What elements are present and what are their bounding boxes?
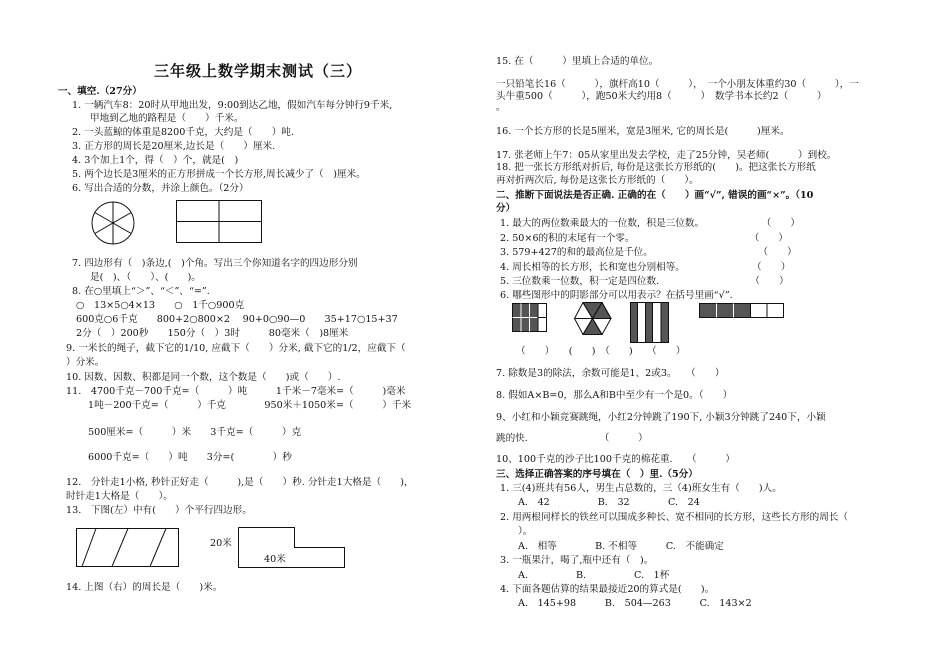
question-7-line-2: 是( )、（ ）、( )。 xyxy=(90,272,201,283)
question-12-line-2: 时针走1大格是（ ）。 xyxy=(66,491,173,502)
question-5: 5. 两个边长是3厘米的正方形拼成一个长方形,周长减少了（ )厘米。 xyxy=(72,169,366,180)
judgement-1: 1. 最大的两位数乘最大的一位数，积是三位数。 （ ） xyxy=(500,218,801,229)
fraction-rectangle-figure xyxy=(176,200,262,244)
judgement-7: 7. 除数是3的除法，余数可能是1、2或3。 （ ） xyxy=(496,368,725,379)
question-18-line-2: 再对折两次后, 每份是这张长方形纸的（ ）。 xyxy=(496,175,699,186)
judgement-10: 10、100千克的沙子比100千克的棉花重. （ ） xyxy=(496,454,735,465)
question-8: 8. 在○里填上“＞”、“＜”、“=”. xyxy=(72,286,210,297)
question-15-line-3: 。 xyxy=(496,102,506,113)
question-6: 6. 写出合适的分数，并涂上颜色。（2分） xyxy=(72,183,249,194)
step-shape-figure xyxy=(238,527,346,569)
judgement-6-answer-brackets: （ ） ( ) （ ) （ ） xyxy=(516,346,686,357)
choice-2-line-1: 2. 用两根同样长的铁丝可以围成多种长、宽不相同的长方形，这些长方形的周长（ xyxy=(500,512,848,523)
question-18-line-1: 18. 把一张长方形纸对折后, 每份是这张长方形纸的( )。把这张长方形纸 xyxy=(496,162,816,173)
section-2-heading-line-1: 二、推断下面说法是否正确. 正确的在（ ）画“√”, 错误的画“×”。（10 xyxy=(496,190,814,201)
choice-4-options: A. 145+98 B. 504—263 C. 143×2 xyxy=(518,598,752,609)
figure-label-40m: 40米 xyxy=(264,554,286,565)
question-17: 17. 张老师上午7：05从家里出发去学校，走了25分钟，吴老师( ）到校。 xyxy=(496,150,837,161)
choice-3: 3. 一瓶果汁，喝了,瓶中还有（ )。 xyxy=(500,555,654,566)
question-8-row-1: ○ 13×5○4×13 ○ 1千○900克 xyxy=(76,300,245,311)
section-1-heading: 一、填空.（27分） xyxy=(58,86,142,97)
question-9-line-2: ）分米。 xyxy=(66,357,105,368)
choice-1-options: A. 42 B. 32 C. 24 xyxy=(518,497,700,508)
question-15-line-1: 一只铅笔长16（ ），旗杆高10（ ）， 一个小朋友体重约30（ ），一 xyxy=(496,79,859,90)
choice-3-options: A. B. C. 1杯 xyxy=(518,570,670,581)
shaded-grid-figure xyxy=(512,303,548,333)
judgement-2: 2. 50×6的积的末尾有一个零。 （ ） xyxy=(500,233,788,244)
choice-2-line-2: ）。 xyxy=(518,526,533,537)
question-14: 14. 上图（右）的周长是（ )米。 xyxy=(66,582,223,593)
question-9-line-1: 9. 一米长的绳子，截下它的1/10, 应截下（ ）分米, 截下它的1/2，应截下（ xyxy=(66,343,406,354)
question-10: 10. 因数、因数、积都是同一个数，这个数是（ )或（ ）. xyxy=(66,372,341,383)
question-8-row-3: 2分（ ）200秒 150分（ ）3时 80毫米（ )8厘米 xyxy=(76,328,349,339)
judgement-9-line-2: 跳的快. （ ） xyxy=(496,433,648,444)
question-15: 15. 在（ ）里填上合适的单位。 xyxy=(496,56,659,67)
page-title: 三年级上数学期末测试（三） xyxy=(154,62,363,80)
choice-4: 4. 下面各题估算的结果最接近20的算式是( )。 xyxy=(500,584,715,595)
section-3-heading: 三、选择正确答案的序号填在（ ）里.（5分） xyxy=(496,469,698,480)
judgement-3: 3. 579+427的和的最高位是千位。 （ ） xyxy=(500,247,797,258)
choice-2-options: A. 相等 B. 不相等 C. 不能确定 xyxy=(518,541,724,552)
question-3: 3. 正方形的周长是20厘米,边长是（ ）厘米. xyxy=(72,141,276,152)
judgement-9-line-1: 9、小红和小颖竞赛跳绳，小红2分钟跳了190下, 小颖3分钟跳了240下，小颖 xyxy=(496,412,826,423)
judgement-6: 6. 哪些图形中的阴影部分可以用表示？在括号里画“√”. xyxy=(500,290,733,301)
judgement-5: 5. 三位数乘一位数，积一定是四位数. （ ） xyxy=(500,276,789,287)
figure-label-20m: 20米 xyxy=(210,538,232,549)
shaded-columns-figure xyxy=(630,302,670,344)
question-12-line-1: 12. 分针走1小格, 秒针正好走（ ),是（ ）秒. 分针走1大格是（ )， xyxy=(66,477,414,488)
question-13: 13. 下图(左）中有( ）个平行四边形。 xyxy=(66,505,252,516)
question-1-line-2: 甲地到乙地的路程是（ ）千米。 xyxy=(90,113,244,124)
section-2-heading-line-2: 分） xyxy=(496,203,516,214)
question-1-line-1: 1. 一辆汽车8：20时从甲地出发，9:00到达乙地，假如汽车每分钟行9千米, xyxy=(72,100,393,111)
question-11-line-4: 6000千克=（ ）吨 3分=( ）秒 xyxy=(88,452,292,463)
fraction-circle-figure xyxy=(90,200,136,246)
question-2: 2. 一头蓝鲸的体重是8200千克，大约是（ ）吨. xyxy=(72,127,294,138)
question-4: 4. 3个加上1个，得（ ）个，就是( ) xyxy=(72,155,239,166)
judgement-4: 4. 周长相等的长方形，长和宽也分别相等。 （ ） xyxy=(500,262,791,273)
question-16: 16. 一个长方形的长是5厘米，宽是3厘米, 它的周长是( )厘米。 xyxy=(496,126,790,137)
question-11-line-3: 500厘米=（ ）米 3千克=（ ）克 xyxy=(88,427,302,438)
question-15-line-2: 头牛重500（ ），跑50米大约用8（ ） 数学书本长约2（ ） xyxy=(496,91,827,102)
question-11-line-2: 1吨－200千克=（ ）千克 950米＋1050米=（ ）千米 xyxy=(88,400,412,411)
shaded-hexagon-figure xyxy=(574,302,612,336)
parallelogram-count-figure xyxy=(76,528,180,568)
question-8-row-2: 600克○6千克 800+2○800×2 90+0○90—0 35+17○15+37 xyxy=(76,314,398,325)
question-11-line-1: 11. 4700千克－700千克=（ ）吨 1千米－7毫米=（ )毫米 xyxy=(66,386,406,397)
choice-1: 1. 三(4)班共有56人，男生占总数的，三（4)班女生有（ )人。 xyxy=(500,483,782,494)
shaded-strip-figure xyxy=(699,303,785,319)
judgement-8: 8. 假如A×B=0，那么A和B中至少有一个是0。（ ） xyxy=(496,390,733,401)
question-7-line-1: 7. 四边形有（ )条边,( )个角。写出三个你知道名字的四边形分别 xyxy=(72,258,358,269)
